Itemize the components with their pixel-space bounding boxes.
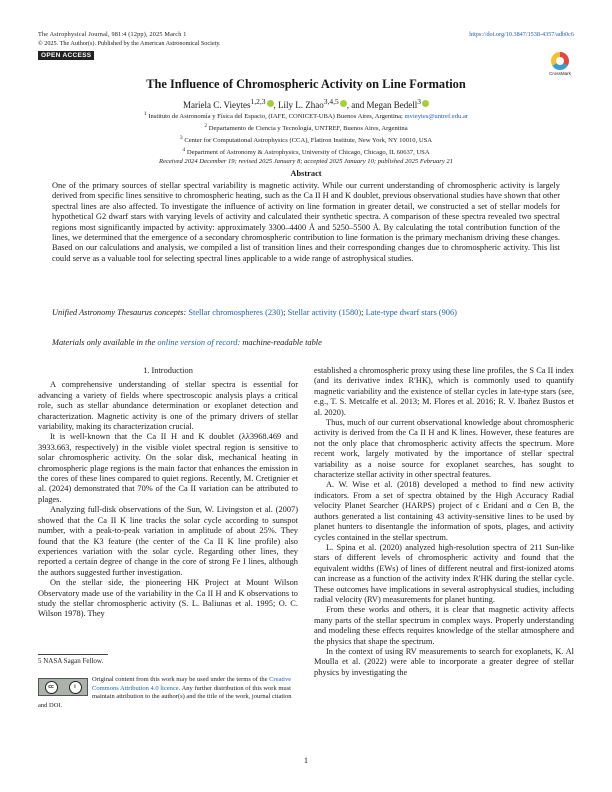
uat-concepts <box>52 308 560 318</box>
body-paragraph: It is well-known that the Ca II H and K doublet (λλ3968.469 and 3933.663, respectively) in the visible violet spectral region is sensitive to solar chromospheric activity. On the solar disk, mechanical heating in chromospheric plage regions is the main factor that enhances the emission in the cores of these lines compared to quiet regions. Recently, M. Cretignier et al. (2024) demonstrated that 70% of the Ca II variation can be attributed to plages. <box>38 432 298 504</box>
license-block <box>38 676 300 710</box>
concept-separator: ; <box>283 308 288 317</box>
by-logo: i <box>69 681 82 694</box>
body-paragraph: A comprehensive understanding of stellar spectra is essential for advancing a variety of fields where spectroscopic analysis plays a critical role, such as stellar abundance determination or exoplanet detection and characterization. Magnetic activity is one of the primary drivers of stellar variability, making its characterization crucial. <box>38 380 298 432</box>
open-access-badge: OPEN ACCESS <box>38 51 94 60</box>
author-affil-sup: 3,4,5 <box>323 97 339 106</box>
orcid-icon[interactable] <box>267 100 274 107</box>
running-header-journal: The Astrophysical Journal, 981:4 (12pp), 2025 March 1 <box>38 31 187 38</box>
body-paragraph: A. W. Wise et al. (2018) developed a method to find new activity indicators. From a set of spectra obtained by the High Accuracy Radial velocity Planet Searcher (HARPS) project of ϵ Eridani and α Cen B, the authors generated a list containing 43 activity-sensitive lines to be used by planet hunters to disentangle the information of spots, plages, and activity cycles contained in the stellar spectrum. <box>314 480 574 542</box>
body-paragraph: Thus, much of our current observational knowledge about chromospheric activity is derived from the Ca II H and K lines. However, these features are not the only place that chromospheric activity affects the spectrum. More recent work, largely motivated by the importance of stellar spectral variability as a noise source for exoplanet searches, has sought to characterize stellar activity in other spectral features. <box>314 418 574 480</box>
crossmark-label: CrossMark <box>549 71 571 76</box>
cc-by-icon[interactable] <box>38 678 88 696</box>
publication-dates: Received 2024 December 19; revised 2025 January 8; accepted 2025 January 10; published 2025 February 21 <box>158 157 453 165</box>
concept-link[interactable]: Late-type dwarf stars (906) <box>365 308 457 317</box>
body-paragraph: established a chromospheric proxy using these line profiles, the S Ca II index (and its derivative index R′HK), which is commonly used to quantify magnetic variability and the existence of stellar cycles in late-type stars (see, e.g., T. S. Metcalfe et al. 2013; M. Flores et al. 2016; R. V. Ibañez Bustos et al. 2020). <box>314 366 574 417</box>
concept-separator: ; <box>361 308 366 317</box>
affil-number: 3 <box>179 134 183 141</box>
author-name: Megan Bedell <box>366 100 418 110</box>
author-affil-sup: 1,2,3 <box>250 97 266 106</box>
doi-link[interactable]: https://doi.org/10.3847/1538-4357/adb0c6 <box>469 31 574 38</box>
license-text: Original content from this work may be used under the terms of the <box>92 676 270 683</box>
section-heading: 1. Introduction <box>143 366 193 375</box>
crossmark-icon <box>551 52 569 70</box>
affil-text: Departamento de Ciencia y Tecnología, UNTREF, Buenos Aires, Argentina <box>208 125 408 133</box>
author-separator: , and <box>346 100 367 110</box>
affil-number: 2 <box>204 122 208 129</box>
affiliation-line <box>0 122 612 134</box>
right-column <box>314 366 574 678</box>
materials-prefix: Materials only available in the <box>52 338 158 347</box>
body-paragraph: On the stellar side, the pioneering HK Project at Mount Wilson Observatory made use of the variability in the Ca II H and K observations to study the stellar chromospheric activity (S. L. Baliunas et al. 1995; O. C. Wilson 1978). They <box>38 578 298 619</box>
footnote-rule <box>38 654 108 655</box>
concepts-label: Unified Astronomy Thesaurus concepts: <box>52 308 187 317</box>
abstract-text: One of the primary sources of stellar spectral variability is magnetic activity. While our current understanding of chromospheric activity is largely derived from specific lines sensitive to chromospheric heating, such as the Ca II H and K doublet, previous observational studies have shown that other spectral lines are also affected. To investigate the influence of activity on line formation in greater detail, we constructed a set of stellar models for hypothetical G2 dwarf stars with varying levels of activity and calculated their synthetic spectra. A comparison of these spectra revealed two spectral regions most significantly impacted by activity: approximately 3300–4400 Å and 5250–5500 Å. By calculating the total contribution function of the lines, we determined that the emergence of a secondary chromospheric contribution to line formation is the primary mechanism driving these changes. Based on our calculations and analysis, we compiled a list of transition lines and their corresponding changes due to chromospheric activity. This list could serve as a valuable tool for selecting spectral lines applicable to a wide range of astrophysical studies. <box>52 181 560 263</box>
body-paragraph: Analyzing full-disk observations of the Sun, W. Livingston et al. (2007) showed that the Ca II K line tracks the solar cycle according to sunspot number, with a peak-to-peak variation in amplitude of about 25%. They found that the K3 feature (the center of the Ca II K line profile) also experiences variation with the solar cycle. Regarding other lines, they reported a certain degree of change in the core of strong Fe I lines, although the authors suggested further investigation. <box>38 505 298 577</box>
affiliations <box>0 110 612 167</box>
body-paragraph: L. Spina et al. (2020) analyzed high-resolution spectra of 211 Sun-like stars of different levels of chromospheric activity and found that the equivalent widths (EWs) of lines of different neutral and first-ionized atoms can increase as a function of the activity index R′HK during the stellar cycle. These outcomes have implications in several astrophysical studies, including radial velocity (RV) measurements for planet hunting. <box>314 542 574 604</box>
materials-suffix: machine-readable table <box>240 338 322 347</box>
body-paragraph: From these works and others, it is clear that magnetic activity affects many parts of the stellar spectrum in complex ways. Properly understanding and modeling these effects requires knowledge of the stellar atmosphere and the physics that shape the spectrum. <box>314 605 574 646</box>
orcid-icon[interactable] <box>340 100 347 107</box>
affiliation-line <box>0 146 612 158</box>
affiliation-line <box>0 134 612 146</box>
cc-logo: cc <box>45 681 58 694</box>
body-paragraph: In the context of using RV measurements to search for exoplanets, K. Al Moulla et al. (2022) were able to incorporate a greater degree of stellar physics by investigating the <box>314 646 574 677</box>
license-link[interactable]: Creative Commons Attribution 4.0 licence <box>92 676 292 692</box>
affil-text: Center for Computational Astrophysics (CCA), Flatiron Institute, New York, NY 10010, USA <box>184 137 433 145</box>
license-text: . Any further distribution of this work must maintain attribution to the author(s) and the title of the work, journal citation and DOI. <box>38 684 292 709</box>
online-version-link[interactable]: online version of record: <box>157 338 241 347</box>
author-separator: , <box>273 100 279 110</box>
affil-text: Department of Astronomy & Astrophysics, University of Chicago, Chicago, IL 60637, USA <box>186 149 430 157</box>
concept-link[interactable]: Stellar activity (1580) <box>287 308 362 317</box>
author-name: Mariela C. Vieytes <box>182 100 251 110</box>
affiliation-line <box>0 110 612 122</box>
left-column <box>38 366 298 620</box>
affil-number: 4 <box>182 146 186 153</box>
email-link[interactable]: mvieytes@untref.edu.ar <box>404 113 469 121</box>
author-list <box>0 97 612 110</box>
page-number: 1 <box>303 756 309 765</box>
abstract-heading: Abstract <box>290 169 322 178</box>
materials-note <box>52 338 560 348</box>
affil-number: 1 <box>143 111 147 117</box>
author-name: Lily L. Zhao <box>278 100 324 110</box>
concept-link[interactable]: Stellar chromospheres (230) <box>188 308 284 317</box>
footnote: 5 NASA Sagan Fellow. <box>38 657 104 665</box>
paper-title: The Influence of Chromospheric Activity on Line Formation <box>146 77 466 91</box>
affil-text: Instituto de Astronomía y Física del Espacio, (IAFE, CONICET-UBA) Buenos Aires, Argentina; <box>148 113 403 121</box>
orcid-icon[interactable] <box>422 100 429 107</box>
copyright-line: © 2025. The Author(s). Published by the American Astronomical Society. <box>38 40 221 47</box>
crossmark-button[interactable] <box>546 52 574 76</box>
author-affil-sup: 3 <box>417 97 422 106</box>
